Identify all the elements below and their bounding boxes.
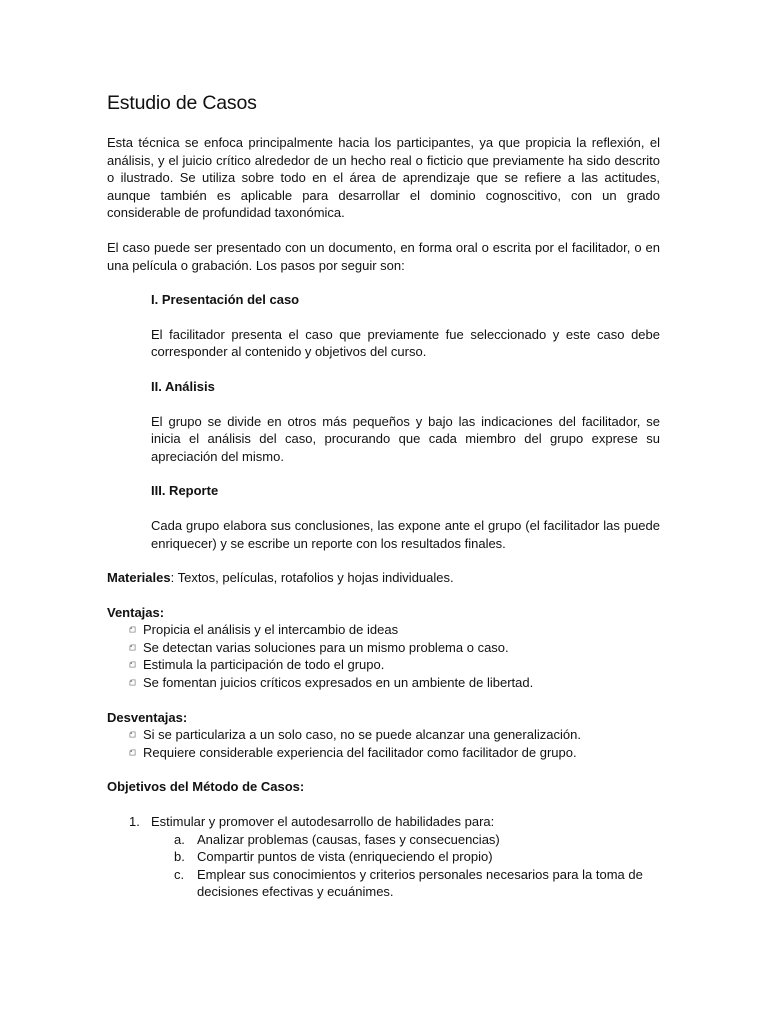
presentation-paragraph: El caso puede ser presentado con un documento, en forma oral o escrita por el facilitador, o en una película o grabación. Los pasos por seguir son: [107,239,660,273]
list-item [129,744,660,762]
disadvantages-list [107,726,660,761]
sub-item [151,831,660,849]
objectives-label: Objetivos del Método de Casos: [107,779,305,795]
objective-text: Estimular y promover el autodesarrollo de habilidades para: [151,814,495,830]
disadvantages-section [107,709,660,762]
list-item [129,726,660,744]
checkbox-bullet-icon [129,644,136,651]
materials-label: Materiales [107,570,171,586]
checkbox-bullet-icon [129,731,136,738]
list-item [129,621,660,639]
sub-item [151,848,660,866]
sub-item-letter: a. [174,831,185,847]
list-item-text: Se fomentan juicios críticos expresados en un ambiente de libertad. [143,675,534,691]
list-item-text: Estimula la participación de todo el grupo. [143,657,385,673]
checkbox-bullet-icon [129,661,136,668]
list-item-text: Requiere considerable experiencia del facilitador como facilitador de grupo. [143,744,577,760]
objectives-list [107,813,660,901]
step-text: El grupo se divide en otros más pequeños y bajo las indicaciones del facilitador, se inicia el análisis del caso, procurando que cada miembro del grupo exprese su apreciación del mismo. [151,413,660,464]
list-item-text: Se detectan varias soluciones para un mismo problema o caso. [143,639,509,655]
step-heading: I. Presentación del caso [151,292,300,308]
objective-subitems [151,831,660,901]
checkbox-bullet-icon [129,679,136,686]
advantages-label: Ventajas: [107,604,165,620]
step-text: El facilitador presenta el caso que previamente fue seleccionado y este caso debe corresponder al contenido y objetivos del curso. [151,326,660,360]
disadvantages-label: Desventajas: [107,709,188,725]
list-item-text: Propicia el análisis y el intercambio de ideas [143,622,399,638]
advantages-list [107,621,660,691]
materials-line [107,569,660,587]
list-item [129,639,660,657]
steps-section [107,291,660,552]
list-item [129,656,660,674]
checkbox-bullet-icon [129,626,136,633]
objective-item [107,813,660,901]
checkbox-bullet-icon [129,749,136,756]
list-item-text: Si se particulariza a un solo caso, no se puede alcanzar una generalización. [143,727,581,743]
intro-paragraph: Esta técnica se enfoca principalmente hacia los participantes, ya que propicia la reflexión, el análisis, y el juicio crítico alrededor de un hecho real o ficticio que previamente ha sido descrito o ilustrado. Se utiliza sobre todo en el área de aprendizaje que se refiere a las actitudes, aunque también es aplicable para desarrollar el dominio cognoscitivo, con un grado considerable de profundidad taxonómica. [107,135,660,221]
step-heading: II. Análisis [151,378,215,394]
sub-item-letter: c. [174,866,185,882]
objective-number: 1. [129,814,140,830]
sub-item [151,866,660,901]
materials-text: : Textos, películas, rotafolios y hojas individuales. [170,570,454,586]
page-title: Estudio de Casos [107,92,257,114]
sub-item-text: Compartir puntos de vista (enriqueciendo el propio) [197,849,493,865]
step-text: Cada grupo elabora sus conclusiones, las expone ante el grupo (el facilitador las puede enriquecer) y se escribe un reporte con los resultados finales. [151,517,660,551]
list-item [129,674,660,692]
sub-item-letter: b. [174,849,185,865]
step-heading: III. Reporte [151,483,219,499]
sub-item-text: Emplear sus conocimientos y criterios personales necesarios para la toma de decisiones efectivas y ecuánimes. [197,866,643,900]
sub-item-text: Analizar problemas (causas, fases y consecuencias) [197,831,500,847]
advantages-section [107,604,660,692]
